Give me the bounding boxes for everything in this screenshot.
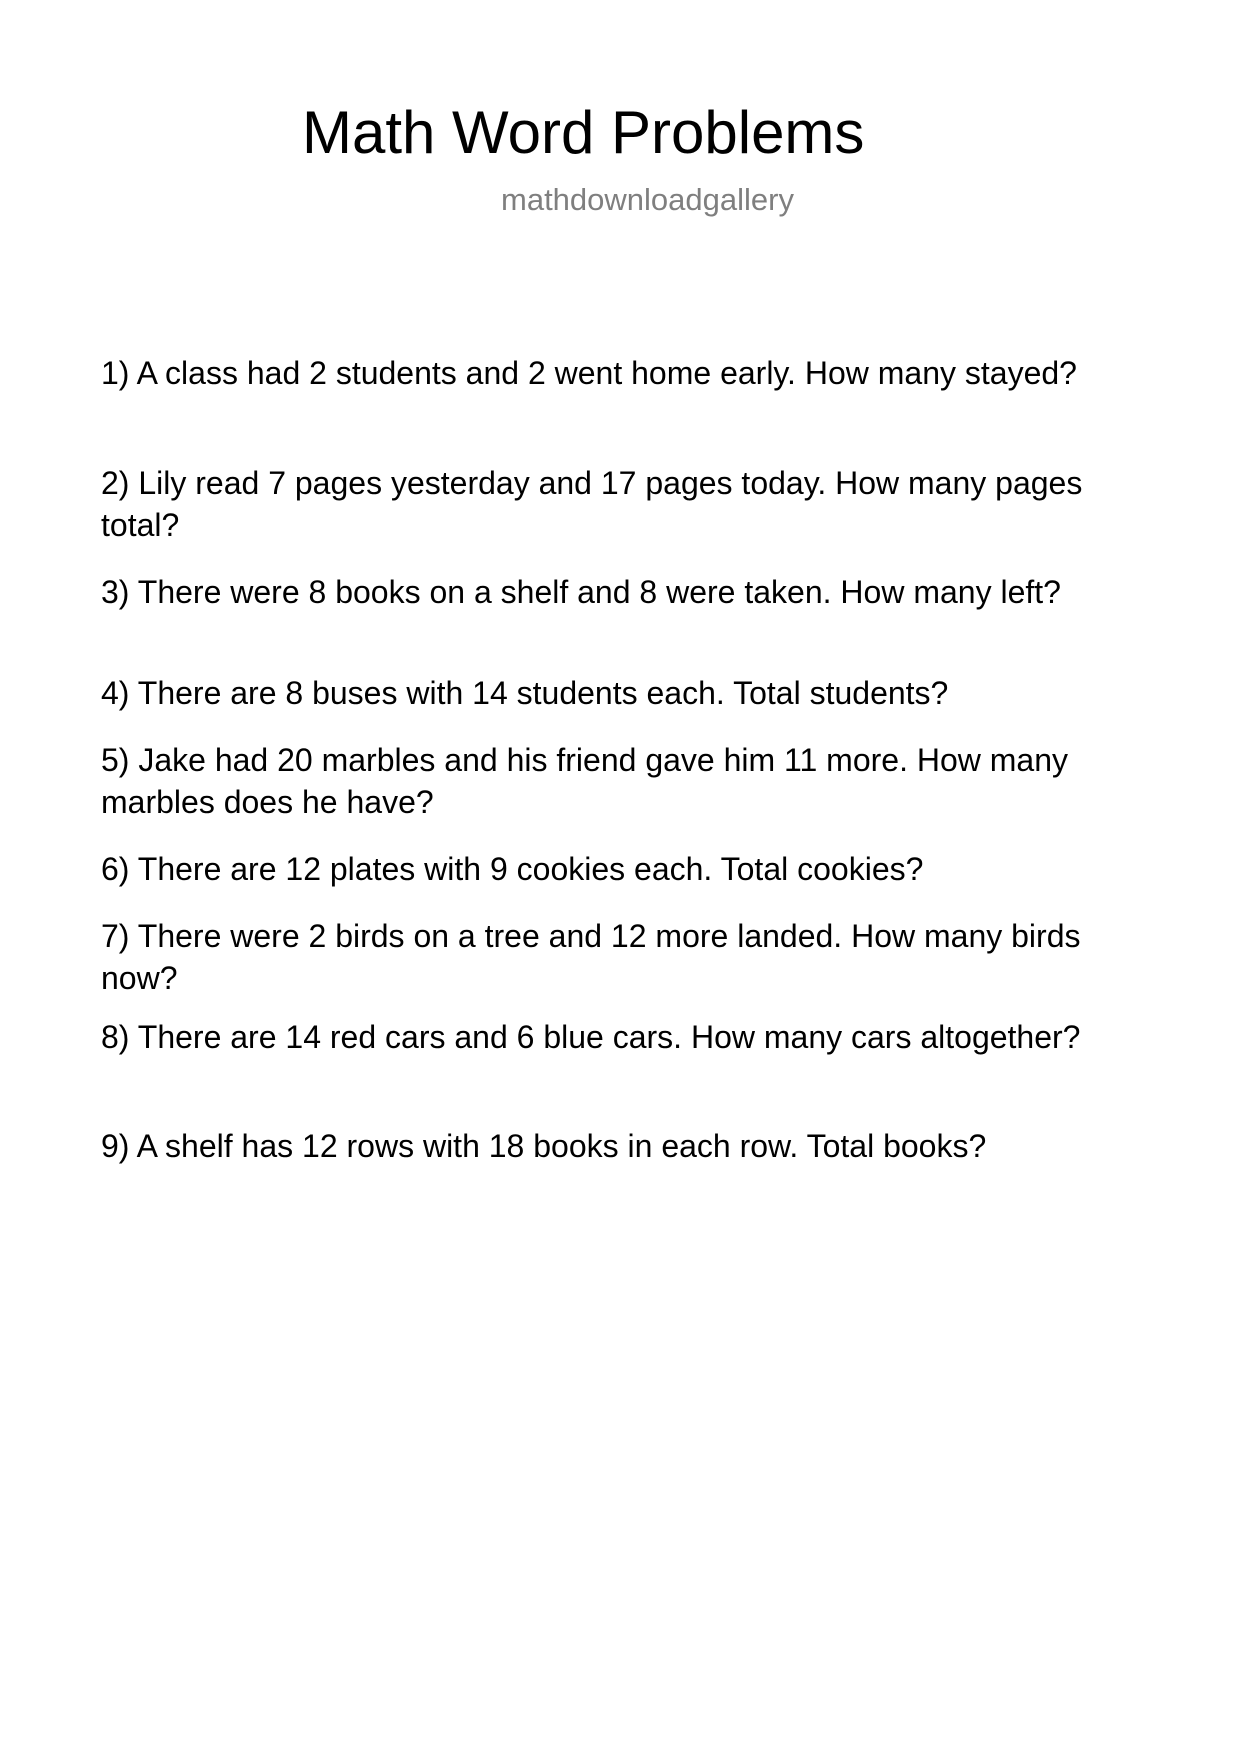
problem-item-7: 7) There were 2 birds on a tree and 12 more landed. How many birds now? (101, 918, 1081, 996)
problem-item-9: 9) A shelf has 12 rows with 18 books in each row. Total books? (101, 1128, 987, 1164)
problem-item-2: 2) Lily read 7 pages yesterday and 17 pages today. How many pages total? (101, 465, 1083, 543)
problem-item-8: 8) There are 14 red cars and 6 blue cars. How many cars altogether? (101, 1019, 1081, 1055)
page-title: Math Word Problems (302, 99, 865, 166)
problem-item-3: 3) There were 8 books on a shelf and 8 were taken. How many left? (101, 574, 1061, 610)
problem-item-4: 4) There are 8 buses with 14 students each. Total students? (101, 675, 949, 711)
problem-item-5: 5) Jake had 20 marbles and his friend gave him 11 more. How many marbles does he have? (101, 742, 1068, 820)
problem-item-1: 1) A class had 2 students and 2 went home early. How many stayed? (101, 355, 1077, 391)
source-subtitle: mathdownloadgallery (501, 182, 794, 217)
problem-item-6: 6) There are 12 plates with 9 cookies each. Total cookies? (101, 851, 924, 887)
